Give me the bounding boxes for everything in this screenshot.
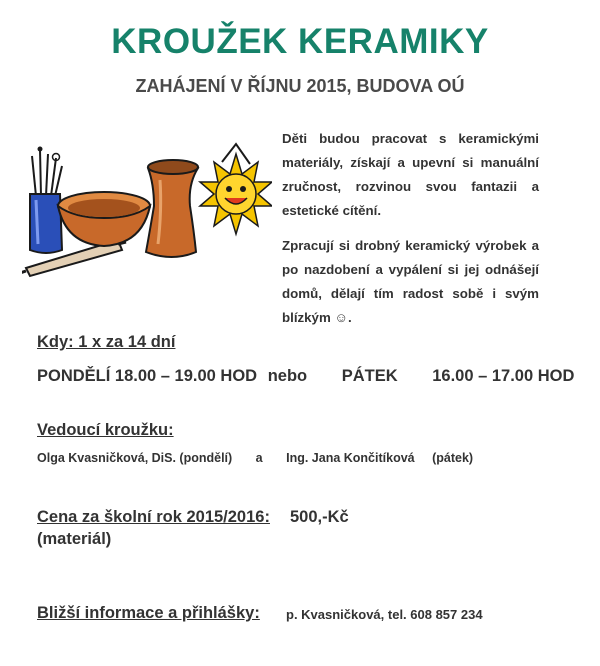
leader-2: Ing. Jana Končitíková [286, 451, 415, 465]
smiling-sun-icon [200, 144, 272, 234]
intro-paragraph-2: Zpracují si drobný keramický výrobek a po nazdobení a vypálení si jej odnášejí domů, dělají tím radost sobě i svým blízkým ☺. [282, 238, 539, 325]
leaders-label: Vedoucí kroužku: [37, 421, 174, 439]
info-label: Bližší informace a přihlášky: [37, 604, 260, 622]
price-value: 500,-Kč [290, 508, 349, 526]
schedule-times [37, 367, 574, 386]
leaders-list [37, 451, 473, 465]
page-title: KROUŽEK KERAMIKY [111, 22, 489, 61]
pottery-tools-icon [30, 147, 62, 254]
leaders-and: a [255, 451, 263, 465]
schedule-monday: PONDĚLÍ 18.00 – 19.00 HOD [37, 367, 258, 385]
price-note: (materiál) [37, 530, 112, 548]
pottery-illustration [22, 140, 272, 280]
info-contact: p. Kvasničková, tel. 608 857 234 [286, 607, 483, 622]
schedule-friday-time: 16.00 – 17.00 HOD [432, 367, 575, 385]
clay-vase-icon [146, 160, 198, 257]
leader-2-day: (pátek) [432, 451, 474, 465]
schedule-or: nebo [267, 367, 308, 385]
schedule-label: Kdy: 1 x za 14 dní [37, 333, 176, 351]
intro-text [282, 127, 539, 341]
price-label: Cena za školní rok 2015/2016: [37, 508, 270, 526]
page-subtitle: ZAHÁJENÍ V ŘÍJNU 2015, BUDOVA OÚ [135, 76, 465, 96]
clay-bowl-icon [58, 192, 150, 246]
leader-1: Olga Kvasničková, DiS. (pondělí) [37, 451, 233, 465]
intro-paragraph-1: Děti budou pracovat s keramickými materiály, získají a upevní si manuální zručnost, rozvinou svou fantazii a estetické cítění. [282, 131, 539, 218]
schedule-friday-day: PÁTEK [341, 367, 398, 385]
pottery-illustration-svg [22, 140, 272, 280]
